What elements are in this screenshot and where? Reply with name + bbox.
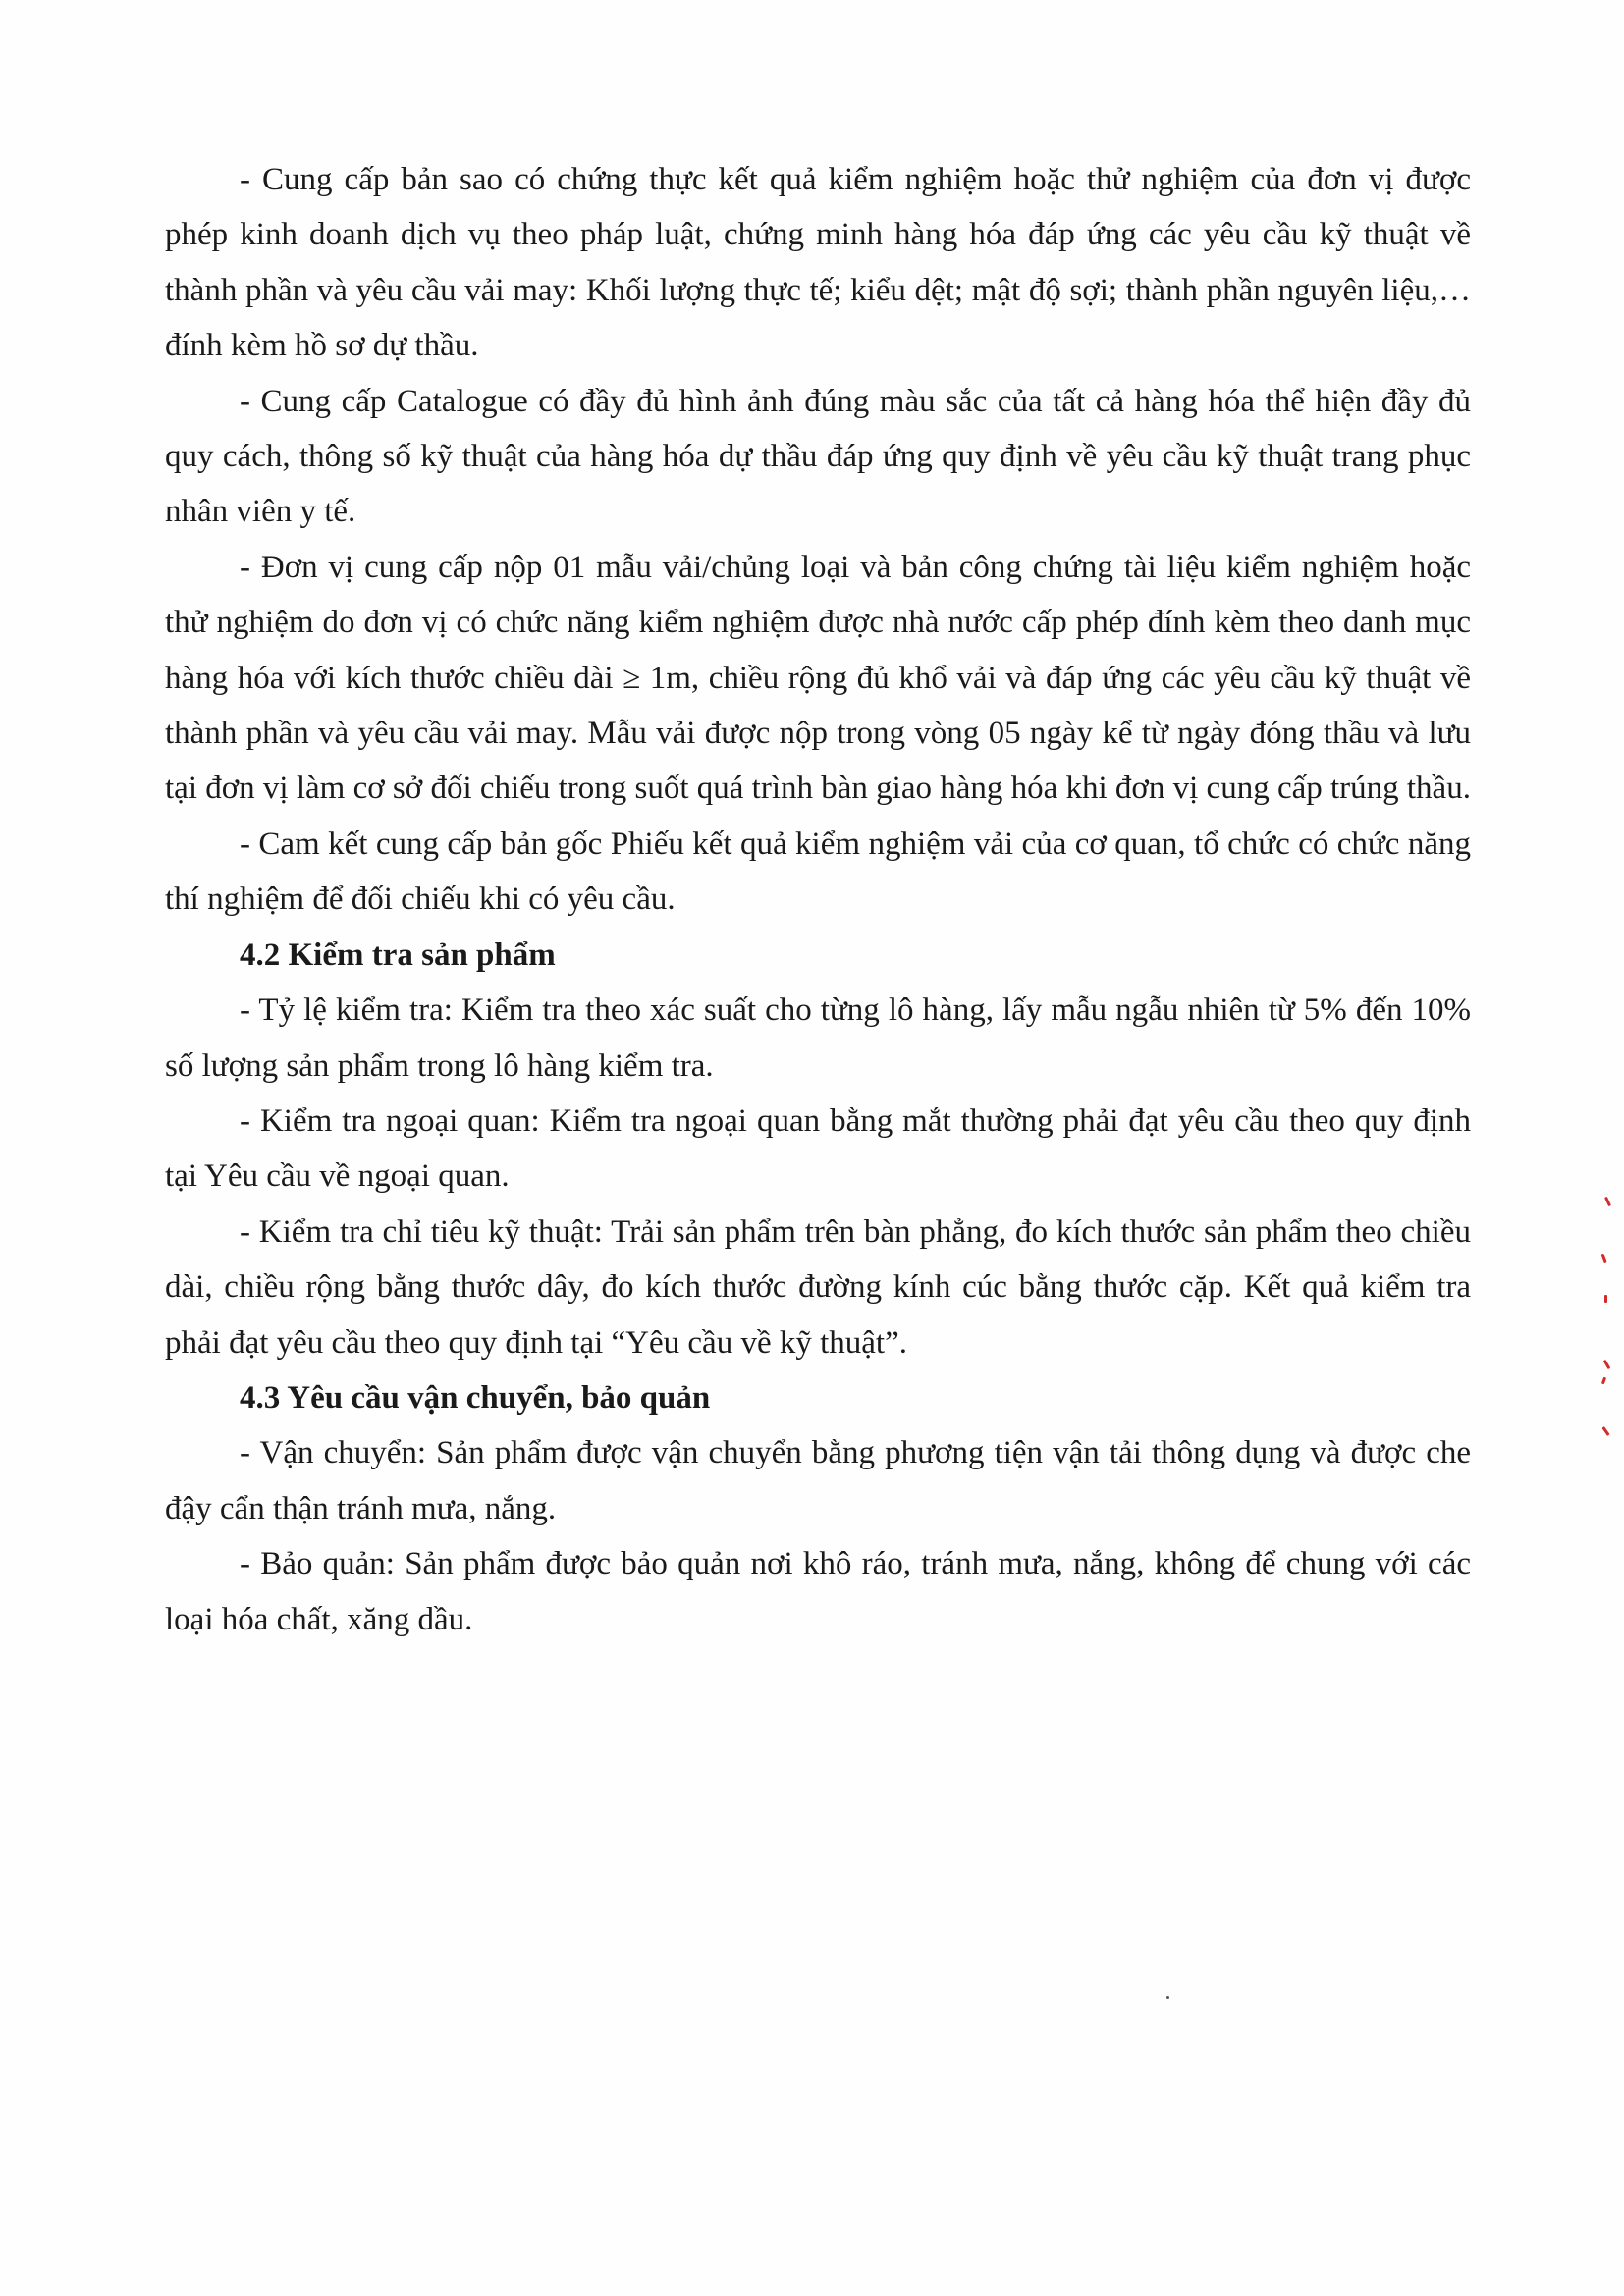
paragraph-storage: - Bảo quản: Sản phẩm được bảo quản nơi khô ráo, tránh mưa, nắng, không để chung với các loại hóa chất, xăng dầu. bbox=[165, 1546, 1471, 1637]
paragraph-fabric-sample: - Đơn vị cung cấp nộp 01 mẫu vải/chủng loại và bản công chứng tài liệu kiểm nghiệm hoặc thử nghiệm do đơn vị có chức năng kiểm nghiệm được nhà nước cấp phép đính kèm theo danh mục hàng hóa với kích thước chiều dài ≥ 1m, chiều rộng đủ khổ vải và đáp ứng các yêu cầu kỹ thuật về thành phần và yêu cầu vải may. Mẫu vải được nộp trong vòng 05 ngày kể từ ngày đóng thầu và lưu tại đơn vị làm cơ sở đối chiếu trong suốt quá trình bàn giao hàng hóa khi đơn vị cung cấp trúng thầu. bbox=[165, 549, 1471, 807]
margin-mark bbox=[1600, 1254, 1606, 1263]
scan-speck bbox=[1166, 1996, 1169, 1999]
paragraph-original-report: - Cam kết cung cấp bản gốc Phiếu kết quả kiểm nghiệm vải của cơ quan, tổ chức có chức năng thí nghiệm để đối chiếu khi có yêu cầu. bbox=[165, 826, 1471, 918]
paragraph-transport: - Vận chuyển: Sản phẩm được vận chuyển bằng phương tiện vận tải thông dụng và được che đậy cẩn thận tránh mưa, nắng. bbox=[165, 1435, 1471, 1526]
paragraph-catalogue: - Cung cấp Catalogue có đầy đủ hình ảnh đúng màu sắc của tất cả hàng hóa thể hiện đầy đủ quy cách, thông số kỹ thuật của hàng hóa dự thầu đáp ứng quy định về yêu cầu kỹ thuật trang phục nhân viên y tế. bbox=[165, 383, 1471, 530]
paragraph-visual-inspection: - Kiểm tra ngoại quan: Kiểm tra ngoại quan bằng mắt thường phải đạt yêu cầu theo quy định tại Yêu cầu về ngoại quan. bbox=[165, 1102, 1471, 1195]
margin-mark bbox=[1601, 1426, 1609, 1436]
paragraph-inspection-rate: - Tỷ lệ kiểm tra: Kiểm tra theo xác suất cho từng lô hàng, lấy mẫu ngẫu nhiên từ 5% đến 10% số lượng sản phẩm trong lô hàng kiểm tra. bbox=[165, 992, 1471, 1084]
margin-mark bbox=[1603, 1360, 1611, 1369]
document-body bbox=[165, 152, 1471, 1647]
margin-stamp-marks bbox=[1600, 1193, 1620, 1448]
margin-mark bbox=[1604, 1295, 1607, 1303]
paragraph-test-certificate: - Cung cấp bản sao có chứng thực kết quả kiểm nghiệm hoặc thử nghiệm của đơn vị được phép kinh doanh dịch vụ theo pháp luật, chứng minh hàng hóa đáp ứng các yêu cầu kỹ thuật về thành phần và yêu cầu vải may: Khối lượng thực tế; kiểu dệt; mật độ sợi; thành phần nguyên liệu,…đính kèm hồ sơ dự thầu. bbox=[165, 162, 1471, 364]
margin-mark bbox=[1604, 1197, 1611, 1206]
section-heading-product-inspection: 4.2 Kiểm tra sản phẩm bbox=[240, 936, 556, 973]
paragraph-technical-inspection: - Kiểm tra chỉ tiêu kỹ thuật: Trải sản phẩm trên bàn phẳng, đo kích thước sản phẩm theo chiều dài, chiều rộng bằng thước dây, đo kích thước đường kính cúc bằng thước cặp. Kết quả kiểm tra phải đạt yêu cầu theo quy định tại “Yêu cầu về kỹ thuật”. bbox=[165, 1213, 1471, 1361]
section-heading-transport-storage: 4.3 Yêu cầu vận chuyển, bảo quản bbox=[240, 1379, 711, 1415]
margin-mark bbox=[1601, 1377, 1606, 1385]
